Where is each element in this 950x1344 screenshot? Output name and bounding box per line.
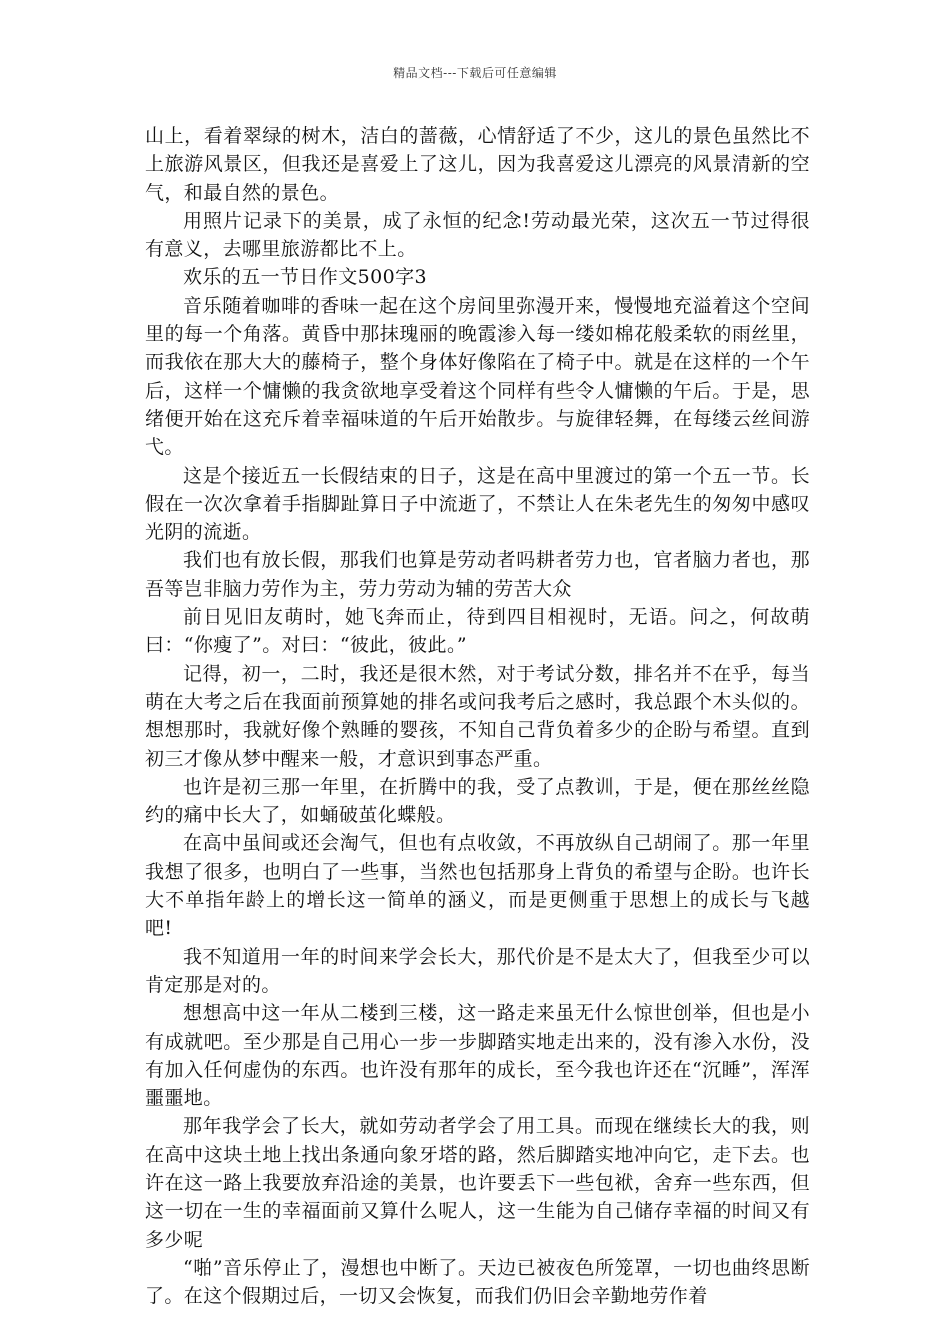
paragraph: 在高中虽间或还会淘气，但也有点收敛，不再放纵自己胡闹了。那一年里我想了很多，也明白了一些事，当然也包括那身上背负的希望与企盼。也许长大不单指年龄上的增长这一简单的涵义，而是更侧重于思想上的成长与飞越吧! [145,832,810,940]
paragraph: 也许是初三那一年里，在折腾中的我，受了点教训，于是，便在那丝丝隐约的痛中长大了，如蛹破茧化蝶般。 [145,775,810,827]
section-heading: 欢乐的五一节日作文500字3 [183,266,427,289]
page-header: 精品文档---下载后可任意编辑 [393,66,557,80]
paragraph: 我们也有放长假，那我们也算是劳动者吗耕者劳力也，官者脑力者也，那吾等岂非脑力劳作为主，劳力劳动为辅的劳苦大众 [145,549,810,600]
paragraph: 用照片记录下的美景，成了永恒的纪念!劳动最光荣，这次五一节过得很有意义，去哪里旅游都比不上。 [145,209,810,261]
paragraph: “啪”音乐停止了，漫想也中断了。天边已被夜色所笼罩，一切也曲终思断了。在这个假期过后，一切又会恢复，而我们仍旧会辛勤地劳作着 [145,1256,810,1308]
paragraph: 前日见旧友萌时，她飞奔而止，待到四目相视时，无语。问之，何故萌曰：“你瘦了”。对曰：“彼此，彼此。” [145,606,810,657]
paragraph: 音乐随着咖啡的香味一起在这个房间里弥漫开来，慢慢地充溢着这个空间里的每一个角落。黄昏中那抹瑰丽的晚霞渗入每一缕如棉花般柔软的雨丝里，而我依在那大大的藤椅子，整个身体好像陷在了椅子中。就是在这样的一个午后，这样一个慵懒的我贪欲地享受着这个同样有些令人慵懒的午后。于是，思绪便开始在这充斥着幸福味道的午后开始散步。与旋律轻舞，在每缕云丝间游弋。 [145,294,810,459]
paragraph: 那年我学会了长大，就如劳动者学会了用工具。而现在继续长大的我，则在高中这块土地上找出条通向象牙塔的路，然后脚踏实地冲向它，走下去。也许在这一路上我要放弃沿途的美景，也许要丢下一些包袱，舍弃一些东西，但这一切在一生的幸福面前又算什么呢人，这一生能为自己储存幸福的时间又有多少呢 [145,1115,810,1251]
paragraph: 想想高中这一年从二楼到三楼，这一路走来虽无什么惊世创举，但也是小有成就吧。至少那是自己用心一步一步脚踏实地走出来的，没有渗入水份，没有加入任何虚伪的东西。也许没有那年的成长，至今我也许还在“沉睡”，浑浑噩噩地。 [145,1002,810,1110]
paragraph: 我不知道用一年的时间来学会长大，那代价是不是太大了，但我至少可以肯定那是对的。 [145,945,810,996]
document-body [145,122,810,1310]
paragraph: 这是个接近五一长假结束的日子，这是在高中里渡过的第一个五一节。长假在一次次拿着手指脚趾算日子中流逝了，不禁让人在朱老先生的匆匆中感叹光阴的流逝。 [145,464,810,544]
paragraph: 记得，初一，二时，我还是很木然，对于考试分数，排名并不在乎，每当萌在大考之后在我面前预算她的排名或问我考后之感时，我总跟个木头似的。想想那时，我就好像个熟睡的婴孩，不知自己背负着多少的企盼与希望。直到初三才像从梦中醒来一般，才意识到事态严重。 [145,662,810,770]
paragraph: 山上，看着翠绿的树木，洁白的蔷薇，心情舒适了不少，这儿的景色虽然比不上旅游风景区，但我还是喜爱上了这儿，因为我喜爱这儿漂亮的风景清新的空气，和最自然的景色。 [145,125,810,204]
